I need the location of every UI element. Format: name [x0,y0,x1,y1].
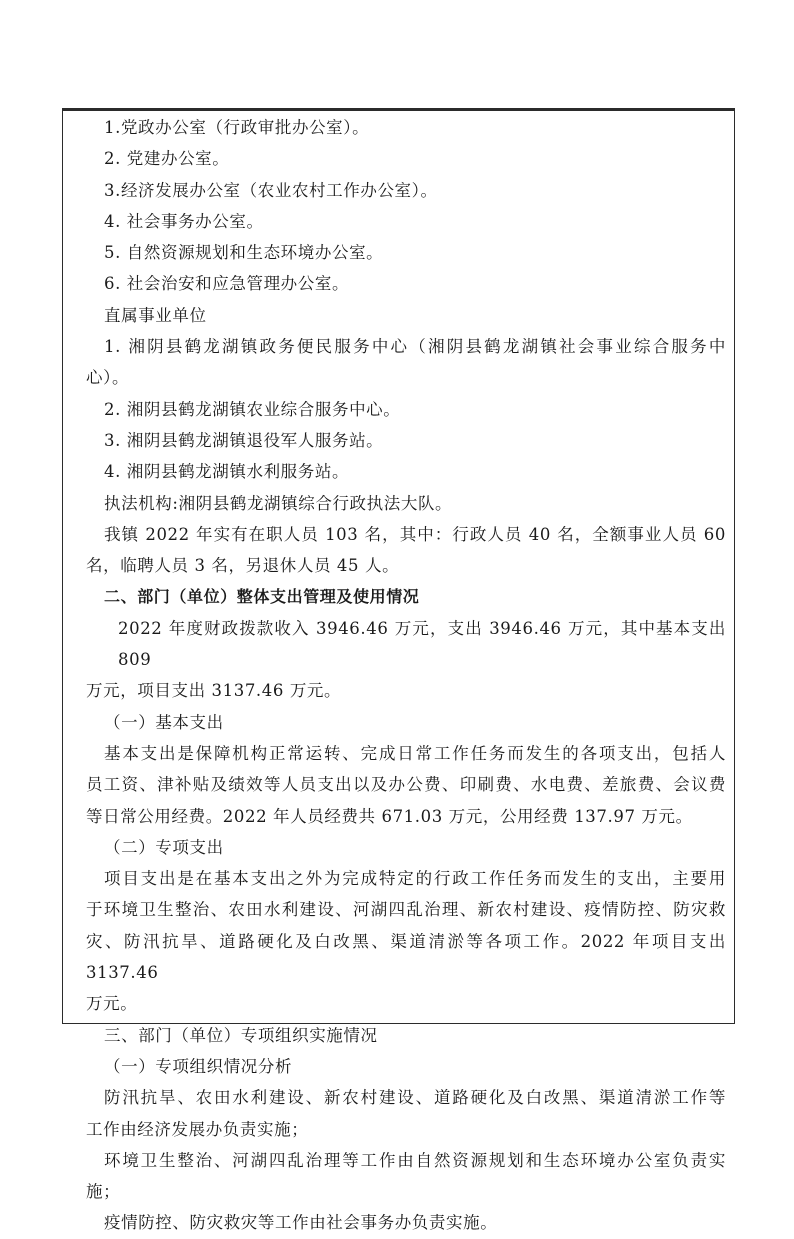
paragraph-line: 施； [86,1182,121,1202]
paragraph-line: 万元，项目支出 3137.46 万元。 [86,681,342,701]
paragraph-line: 心）。 [86,368,130,388]
paragraph-line: 员工资、津补贴及绩效等人员支出以及办公费、印刷费、水电费、差旅费、会议费 [86,775,726,795]
list-item: 3.经济发展办公室（农业农村工作办公室）。 [104,180,438,200]
section-label: 直属事业单位 [104,305,207,325]
subsection-heading: （一）基本支出 [104,712,224,732]
subsection-heading: （二）专项支出 [104,837,224,857]
list-item: 2. 党建办公室。 [104,149,230,169]
paragraph-line: 于环境卫生整治、农田水利建设、河湖四乱治理、新农村建设、疫情防控、防灾救 [86,900,726,920]
list-item: 4. 社会事务办公室。 [104,211,264,231]
paragraph-line: 2022 年度财政拨款收入 3946.46 万元，支出 3946.46 万元，其中基本支出 809 [118,618,726,670]
paragraph-line: 工作由经济发展办负责实施； [86,1119,309,1139]
paragraph-line: 灾、防汛抗旱、道路硬化及白改黑、渠道清淤等各项工作。2022 年项目支出 3137.46 [86,931,726,983]
list-item: 3. 湘阴县鹤龙湖镇退役军人服务站。 [104,430,384,450]
paragraph-line: 名，临聘人员 3 名，另退休人员 45 人。 [86,556,400,576]
paragraph-line: 项目支出是在基本支出之外为完成特定的行政工作任务而发生的支出，主要用 [104,869,726,889]
list-item: 4. 湘阴县鹤龙湖镇水利服务站。 [104,462,350,482]
list-item: 5. 自然资源规划和生态环境办公室。 [104,243,384,263]
list-item: 1.党政办公室（行政审批办公室）。 [104,118,370,137]
paragraph-line: 防汛抗旱、农田水利建设、新农村建设、道路硬化及白改黑、渠道清淤工作等 [104,1088,726,1108]
document-body [86,112,726,1239]
section-heading: 二、部门（单位）整体支出管理及使用情况 [104,587,420,607]
paragraph-line: 基本支出是保障机构正常运转、完成日常工作任务而发生的各项支出，包括人 [104,743,726,763]
paragraph-line: 执法机构:湘阴县鹤龙湖镇综合行政执法大队。 [104,493,453,513]
paragraph-line: 环境卫生整治、河湖四乱治理等工作由自然资源规划和生态环境办公室负责实 [104,1150,726,1170]
list-item: 2. 湘阴县鹤龙湖镇农业综合服务中心。 [104,399,401,419]
paragraph-line: 万元。 [86,994,138,1014]
list-item: 6. 社会治安和应急管理办公室。 [104,274,350,294]
paragraph-line: 我镇 2022 年实有在职人员 103 名，其中：行政人员 40 名，全额事业人员 60 [104,524,726,544]
subsection-heading: （一）专项组织情况分析 [104,1056,293,1076]
paragraph-line: 等日常公用经费。2022 年人员经费共 671.03 万元，公用经费 137.97 万元。 [86,806,693,826]
paragraph-line: 疫情防控、防灾救灾等工作由社会事务办负责实施。 [104,1213,498,1233]
section-heading: 三、部门（单位）专项组织实施情况 [104,1025,378,1045]
list-item: 1. 湘阴县鹤龙湖镇政务便民服务中心（湘阴县鹤龙湖镇社会事业综合服务中 [104,337,726,357]
